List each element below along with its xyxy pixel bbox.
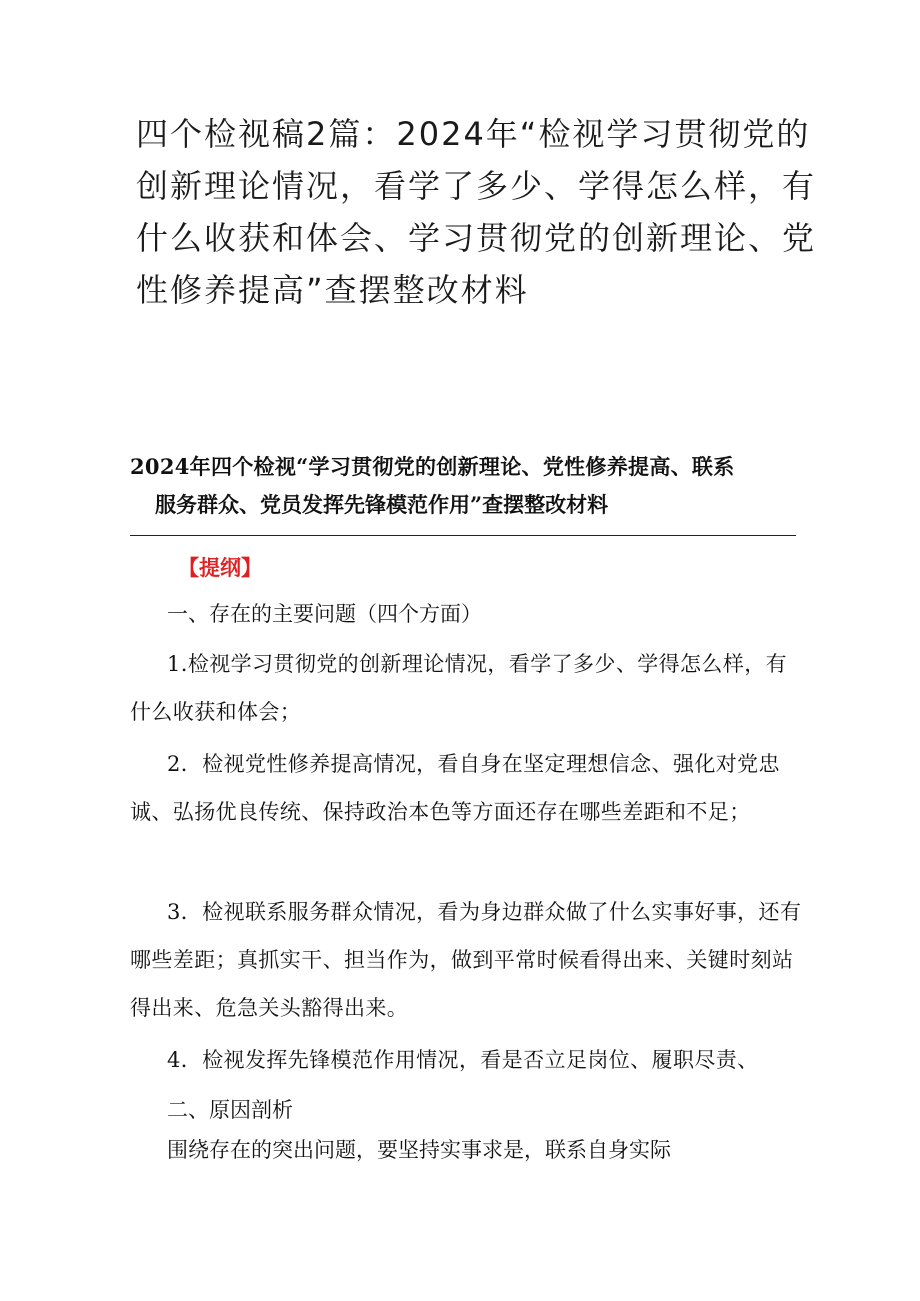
section-heading-problems: 一、存在的主要问题（四个方面） <box>167 602 482 626</box>
document-title-line-1: 2024年四个检视“学习贯彻党的创新理论、党性修养提高、联系 <box>130 454 735 479</box>
section-intro-text: 围绕存在的突出问题，要坚持实事求是，联系自身实际 <box>167 1138 671 1162</box>
outline-label: 【提纲】 <box>178 555 262 580</box>
document-title-line-2: 服务群众、党员发挥先锋模范作用”查摆整改材料 <box>155 492 609 517</box>
list-item-3: 3．检视联系服务群众情况，看为身边群众做了什么实事好事，还有哪些差距；真抓实干、担当作为，做到平常时候看得出来、关键时刻站得出来、危急关头豁得出来。 <box>130 900 802 1020</box>
list-item-4: 4．检视发挥先锋模范作用情况，看是否立足岗位、履职尽责、 <box>167 1048 759 1072</box>
document-title <box>130 448 796 524</box>
list-item-2: 2．检视党性修养提高情况，看自身在坚定理想信念、强化对党忠诚、弘扬优良传统、保持政治本色等方面还存在哪些差距和不足； <box>130 752 780 824</box>
title-underline <box>130 535 796 536</box>
section-heading-causes: 二、原因剖析 <box>167 1098 293 1122</box>
cover-title: 四个检视稿2篇：2024年“检视学习贯彻党的创新理论情况，看学了多少、学得怎么样，有什么收获和体会、学习贯彻党的创新理论、党性修养提高”查摆整改材料 <box>136 115 817 309</box>
list-item-1: 1.检视学习贯彻党的创新理论情况，看学了多少、学得怎么样，有什么收获和体会； <box>130 652 788 724</box>
